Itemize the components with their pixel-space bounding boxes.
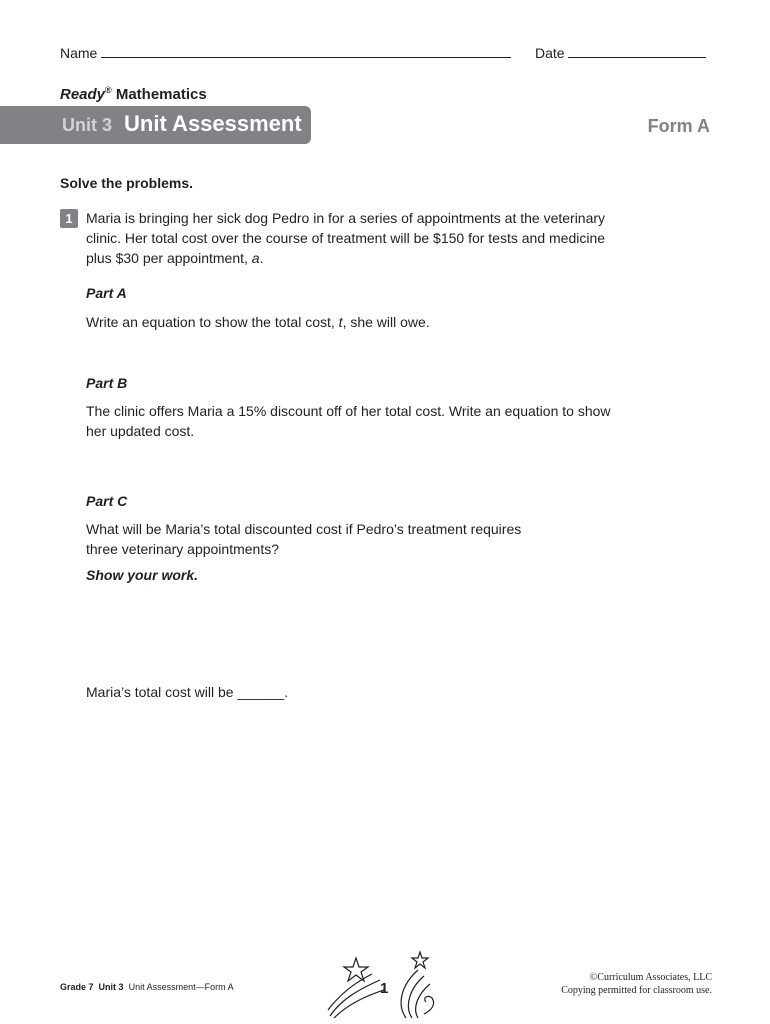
brand-ready: Ready <box>60 86 106 103</box>
footer-unit: Unit 3 <box>98 982 124 992</box>
question-number-badge: 1 <box>60 209 78 228</box>
part-a-text <box>86 312 626 332</box>
brand-title <box>60 85 207 103</box>
part-b-text: The clinic offers Maria a 15% discount off of her total cost. Write an equation to show her updated cost. <box>86 403 611 439</box>
unit-number: Unit 3 <box>62 115 113 135</box>
footer-grade: Grade 7 <box>60 982 94 992</box>
show-work-label: Show your work. <box>86 567 199 583</box>
brand-subject: Mathematics <box>111 86 207 103</box>
registered-mark: ® <box>105 85 112 95</box>
date-field <box>535 45 706 61</box>
answer-prefix: Maria’s total cost will be <box>86 684 238 700</box>
answer-suffix: . <box>284 684 289 700</box>
copyright-line-2: Copying permitted for classroom use. <box>561 985 712 996</box>
name-field <box>60 45 511 61</box>
date-blank[interactable] <box>568 45 706 58</box>
name-blank[interactable] <box>101 45 511 58</box>
copyright-line-1: ©Curriculum Associates, LLC <box>589 972 712 983</box>
part-a-text-1: Write an equation to show the total cost, <box>86 314 339 330</box>
form-label: Form A <box>647 116 710 136</box>
date-label: Date <box>535 45 565 61</box>
part-c-text: What will be Maria’s total discounted cost if Pedro’s treatment requires three veterinary appointments? <box>86 521 522 557</box>
name-label: Name <box>60 45 98 61</box>
answer-line <box>86 684 288 700</box>
part-c-label: Part C <box>86 493 128 509</box>
question-text-end: . <box>259 250 264 266</box>
question-text <box>86 208 606 268</box>
instructions: Solve the problems. <box>60 175 194 191</box>
unit-title: Unit Assessment <box>124 111 302 136</box>
part-b-label: Part B <box>86 375 128 391</box>
footer-assessment: Unit Assessment—Form A <box>128 982 234 992</box>
part-a-text-2: , she will owe. <box>342 314 430 330</box>
part-a-variable: t <box>338 314 343 330</box>
footer-info <box>60 982 234 992</box>
part-a-label: Part A <box>86 285 127 301</box>
copyright-notice <box>561 971 712 997</box>
page-number: 1 <box>380 980 389 997</box>
answer-blank[interactable]: ______ <box>237 684 285 700</box>
question-variable: a <box>251 250 260 266</box>
question-text-main: Maria is bringing her sick dog Pedro in for a series of appointments at the veterinary clinic. Her total cost over the course of treatment will be $150 for tests and medicine plus $30 per appointment, <box>86 210 606 266</box>
